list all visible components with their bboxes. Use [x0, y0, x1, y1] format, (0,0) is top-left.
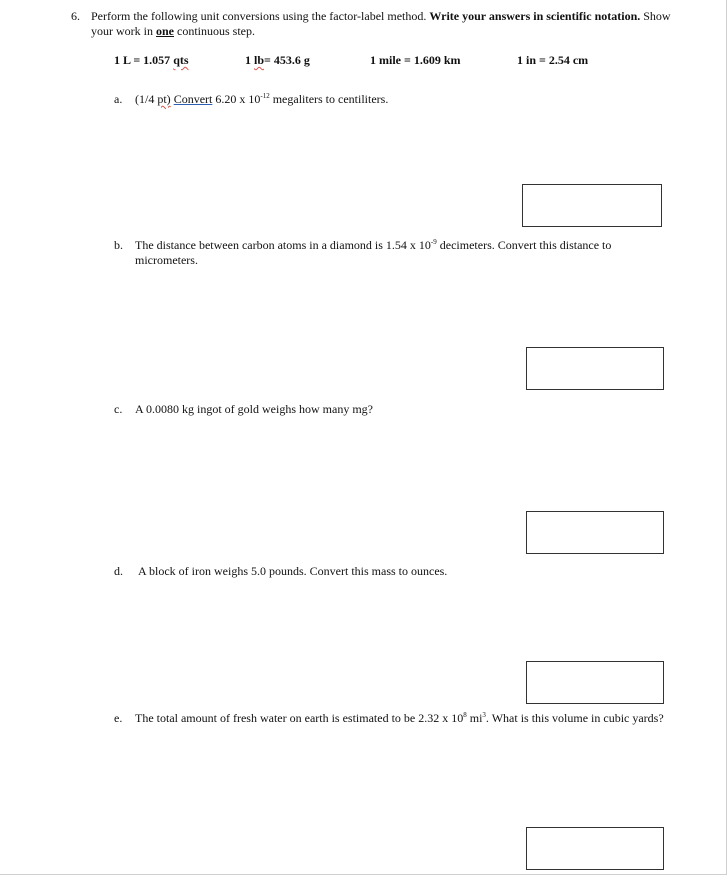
conversion-liters: 1 L = 1.057 qts	[114, 53, 189, 67]
part-a-text: (1/4 pt) Convert 6.20 x $10^{-12}$ megaliters to centiliters.	[135, 92, 389, 106]
qts-unit: qts	[173, 53, 189, 67]
instructions-plain: Perform the following unit conversions using the factor-label method.	[91, 9, 427, 23]
answer-box-e[interactable]	[526, 827, 664, 870]
part-d-text: A block of iron weighs 5.0 pounds. Convert this mass to ounces.	[138, 564, 448, 578]
part-d-label: d.	[114, 564, 123, 578]
instructions-bold: Write your answers in scientific notation.	[429, 9, 641, 23]
part-a-label: a.	[114, 92, 123, 106]
part-b-label: b.	[114, 238, 123, 252]
answer-box-a[interactable]	[522, 184, 662, 227]
question-number: 6.	[71, 9, 80, 23]
part-e-text: The total amount of fresh water on earth is estimated to be 2.32 x $10^8$ $mi^3$. What is this volume in cubic yards?	[135, 711, 664, 725]
instructions-continuous: continuous step.	[177, 24, 255, 38]
conversion-pound: 1 lb= 453.6 g	[245, 53, 310, 67]
question-instructions	[91, 9, 671, 39]
part-b-text: The distance between carbon atoms in a diamond is 1.54 x $10^{-9}$ decimeters. Convert this distance to micrometers.	[135, 238, 612, 267]
lb-unit: lb	[254, 53, 265, 67]
instructions-one: one	[156, 24, 174, 38]
instructions-show-work: Show your work in	[91, 9, 671, 38]
part-c-text: A 0.0080 kg ingot of gold weighs how many mg?	[135, 402, 373, 416]
answer-box-b[interactable]	[526, 347, 664, 390]
answer-box-c[interactable]	[526, 511, 664, 554]
conversion-inch: 1 in = 2.54 cm	[517, 53, 589, 67]
part-c-label: c.	[114, 402, 123, 416]
answer-box-d[interactable]	[526, 661, 664, 704]
part-e-label: e.	[114, 711, 123, 725]
conversion-mile: 1 mile = 1.609 km	[370, 53, 461, 67]
